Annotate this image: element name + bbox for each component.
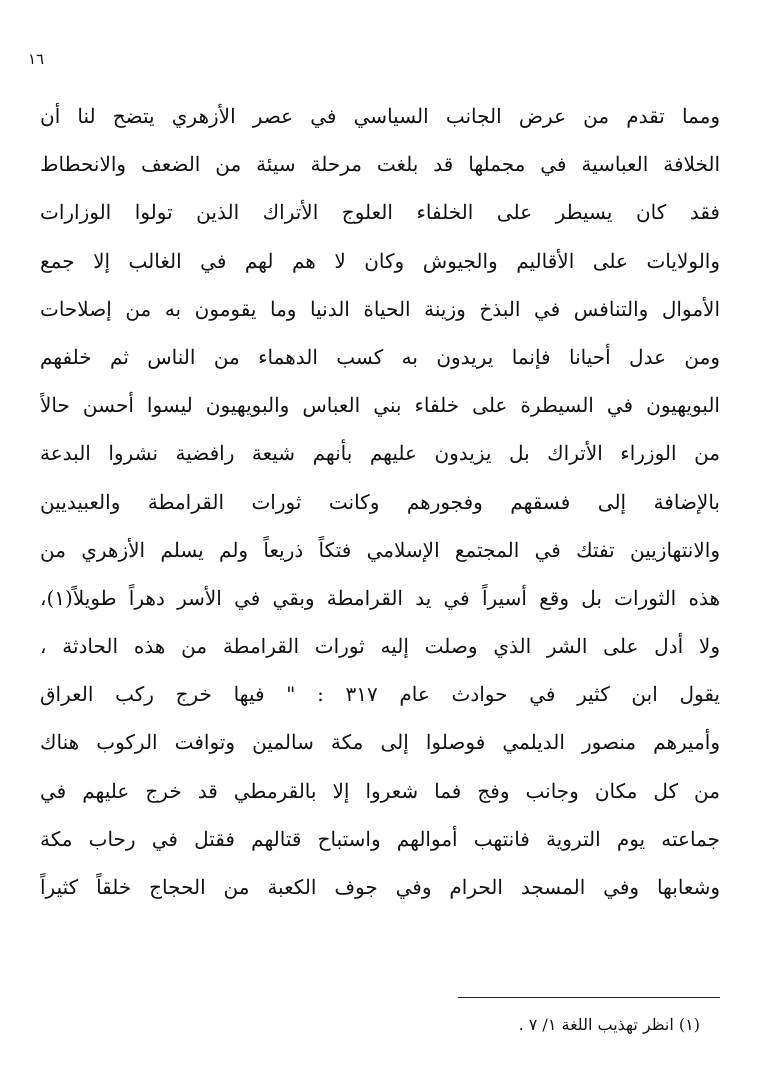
footnote: (١) انظر تهذيب اللغة ١/ ٧ . [518, 1015, 700, 1034]
body-line-5: الأموال والتنافس في البذخ وزينة الحياة الدنيا وما يقومون به من إصلاحات [40, 296, 720, 321]
body-line-15: من كل مكان وجانب وفج فما شعروا إلا بالقرمطي قد خرج عليهم في [40, 778, 720, 803]
body-line-13: يقول ابن كثير في حوادث عام ٣١٧ : " فيها خرج ركب العراق [40, 682, 720, 707]
body-line-10: والانتهازيين تفتك في المجتمع الإسلامي فتكاً ذريعاً ولم يسلم الأزهري من [40, 537, 720, 562]
body-line-17: وشعابها وفي المسجد الحرام وفي جوف الكعبة من الحجاج خلقاً كثيراً [40, 875, 720, 899]
body-line-14: وأميرهم منصور الديلمي فوصلوا إلى مكة سالمين وتوافت الركوب هناك [40, 730, 720, 755]
body-line-2: الخلافة العباسية في مجملها قد بلغت مرحلة سيئة من الضعف والانحطاط [40, 152, 720, 177]
body-line-6: ومن عدل أحيانا فإنما يريدون به كسب الدهماء من الناس ثم خلفهم [40, 344, 720, 369]
body-line-4: والولايات على الأقاليم والجيوش وكان لا هم لهم في الغالب إلا جمع [40, 248, 720, 273]
body-line-3: فقد كان يسيطر على الخلفاء العلوج الأتراك الذين تولوا الوزارات [40, 200, 720, 225]
body-line-8: من الوزراء الأتراك بل يزيدون عليهم بأنهم شيعة رافضية نشروا البدعة [40, 441, 720, 466]
body-line-1: ومما تقدم من عرض الجانب السياسي في عصر الأزهري يتضح لنا أن [40, 104, 720, 128]
body-line-12: ولا أدل على الشر الذي وصلت إليه ثورات القرامطة من هذه الحادثة ، [40, 634, 720, 659]
page-number: ١٦ [28, 50, 45, 68]
body-line-7: البويهيون في السيطرة على خلفاء بني العباس والبويهيون ليسوا أحسن حالاً [40, 393, 720, 418]
body-text [40, 92, 720, 911]
footnote-divider [458, 997, 720, 998]
body-line-9: بالإضافة إلى فسقهم وفجورهم وكانت ثورات القرامطة والعبيديين [40, 489, 720, 514]
body-line-11: هذه الثورات بل وقع أسيراً في يد القرامطة وبقي في الأسر دهراً طويلاً(١)، [40, 585, 720, 610]
body-line-16: جماعته يوم التروية فانتهب أموالهم واستباح قتالهم فقتل في رحاب مكة [40, 826, 720, 851]
